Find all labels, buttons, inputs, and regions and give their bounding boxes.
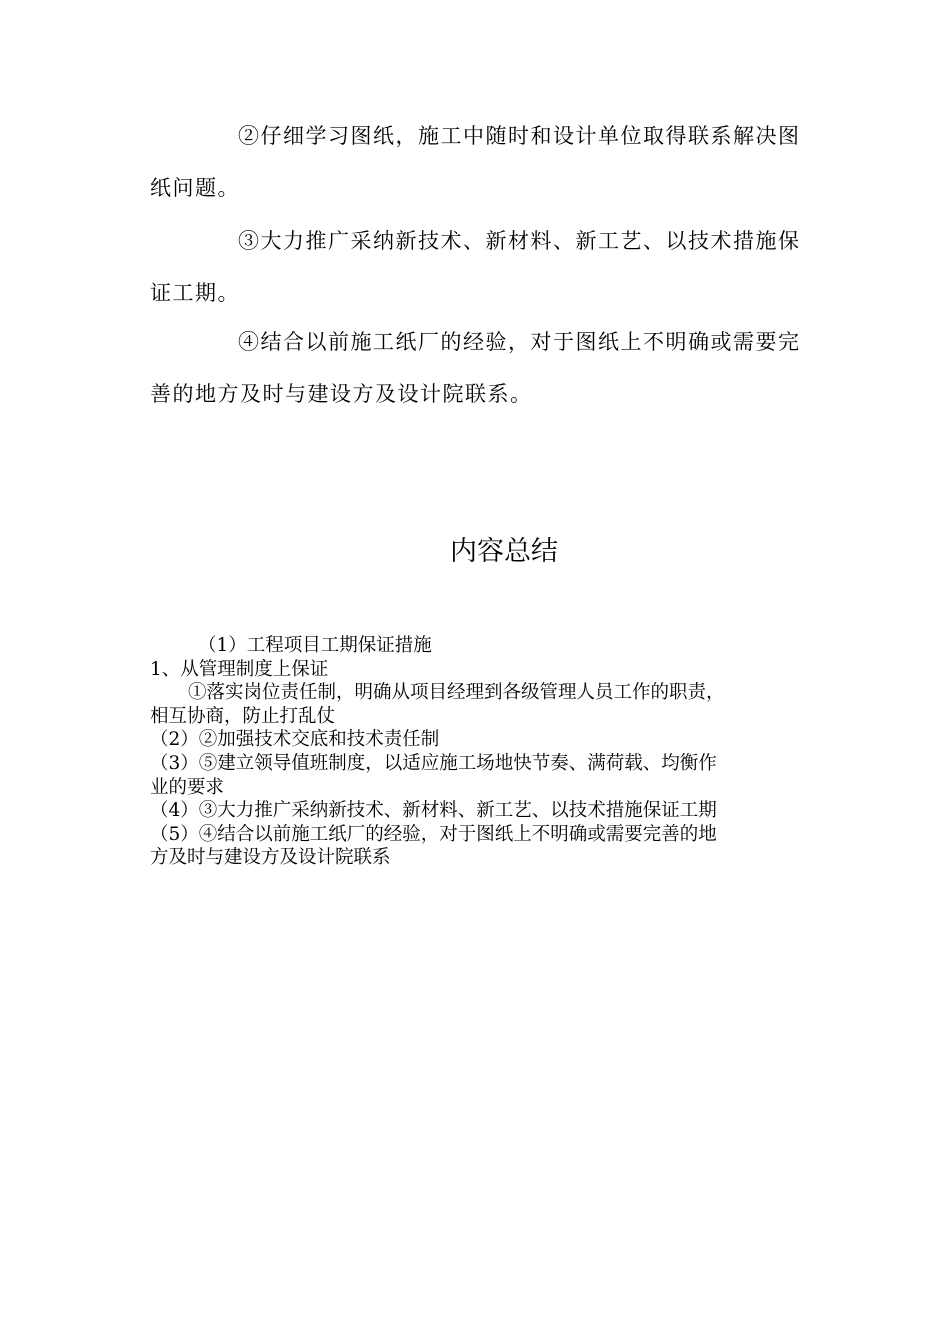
- paragraph-line: 纸问题。: [150, 176, 240, 200]
- summary-line: ①落实岗位责任制，明确从项目经理到各级管理人员工作的职责，: [188, 682, 725, 704]
- summary-line: （1）工程项目工期保证措施: [198, 635, 432, 656]
- summary-line: （2）②加强技术交底和技术责任制: [150, 729, 440, 751]
- summary-title: 内容总结: [450, 536, 558, 567]
- summary-line: 相互协商，防止打乱仗: [150, 705, 336, 727]
- summary-line: 1、从管理制度上保证: [150, 658, 329, 680]
- paragraph-3: [150, 215, 810, 319]
- summary-line: （5）④结合以前施工纸厂的经验，对于图纸上不明确或需要完善的地: [150, 823, 717, 845]
- paragraph-4: [150, 316, 810, 420]
- summary-line: （4）③大力推广采纳新技术、新材料、新工艺、以技术措施保证工期: [150, 800, 717, 822]
- paragraph-line: ②仔细学习图纸，施工中随时和设计单位取得联系解决图: [238, 124, 801, 148]
- summary-line: （3）⑤建立领导值班制度，以适应施工场地快节奏、满荷载、均衡作: [150, 752, 717, 774]
- summary-line: 方及时与建设方及设计院联系: [150, 847, 391, 869]
- summary-block: [150, 634, 810, 870]
- paragraph-2: [150, 110, 810, 214]
- paragraph-line: 证工期。: [150, 281, 240, 305]
- paragraph-line: 善的地方及时与建设方及设计院联系。: [150, 382, 533, 406]
- paragraph-line: ④结合以前施工纸厂的经验，对于图纸上不明确或需要完: [238, 330, 801, 354]
- paragraph-line: ③大力推广采纳新技术、新材料、新工艺、以技术措施保: [238, 229, 801, 253]
- summary-line: 业的要求: [150, 776, 225, 798]
